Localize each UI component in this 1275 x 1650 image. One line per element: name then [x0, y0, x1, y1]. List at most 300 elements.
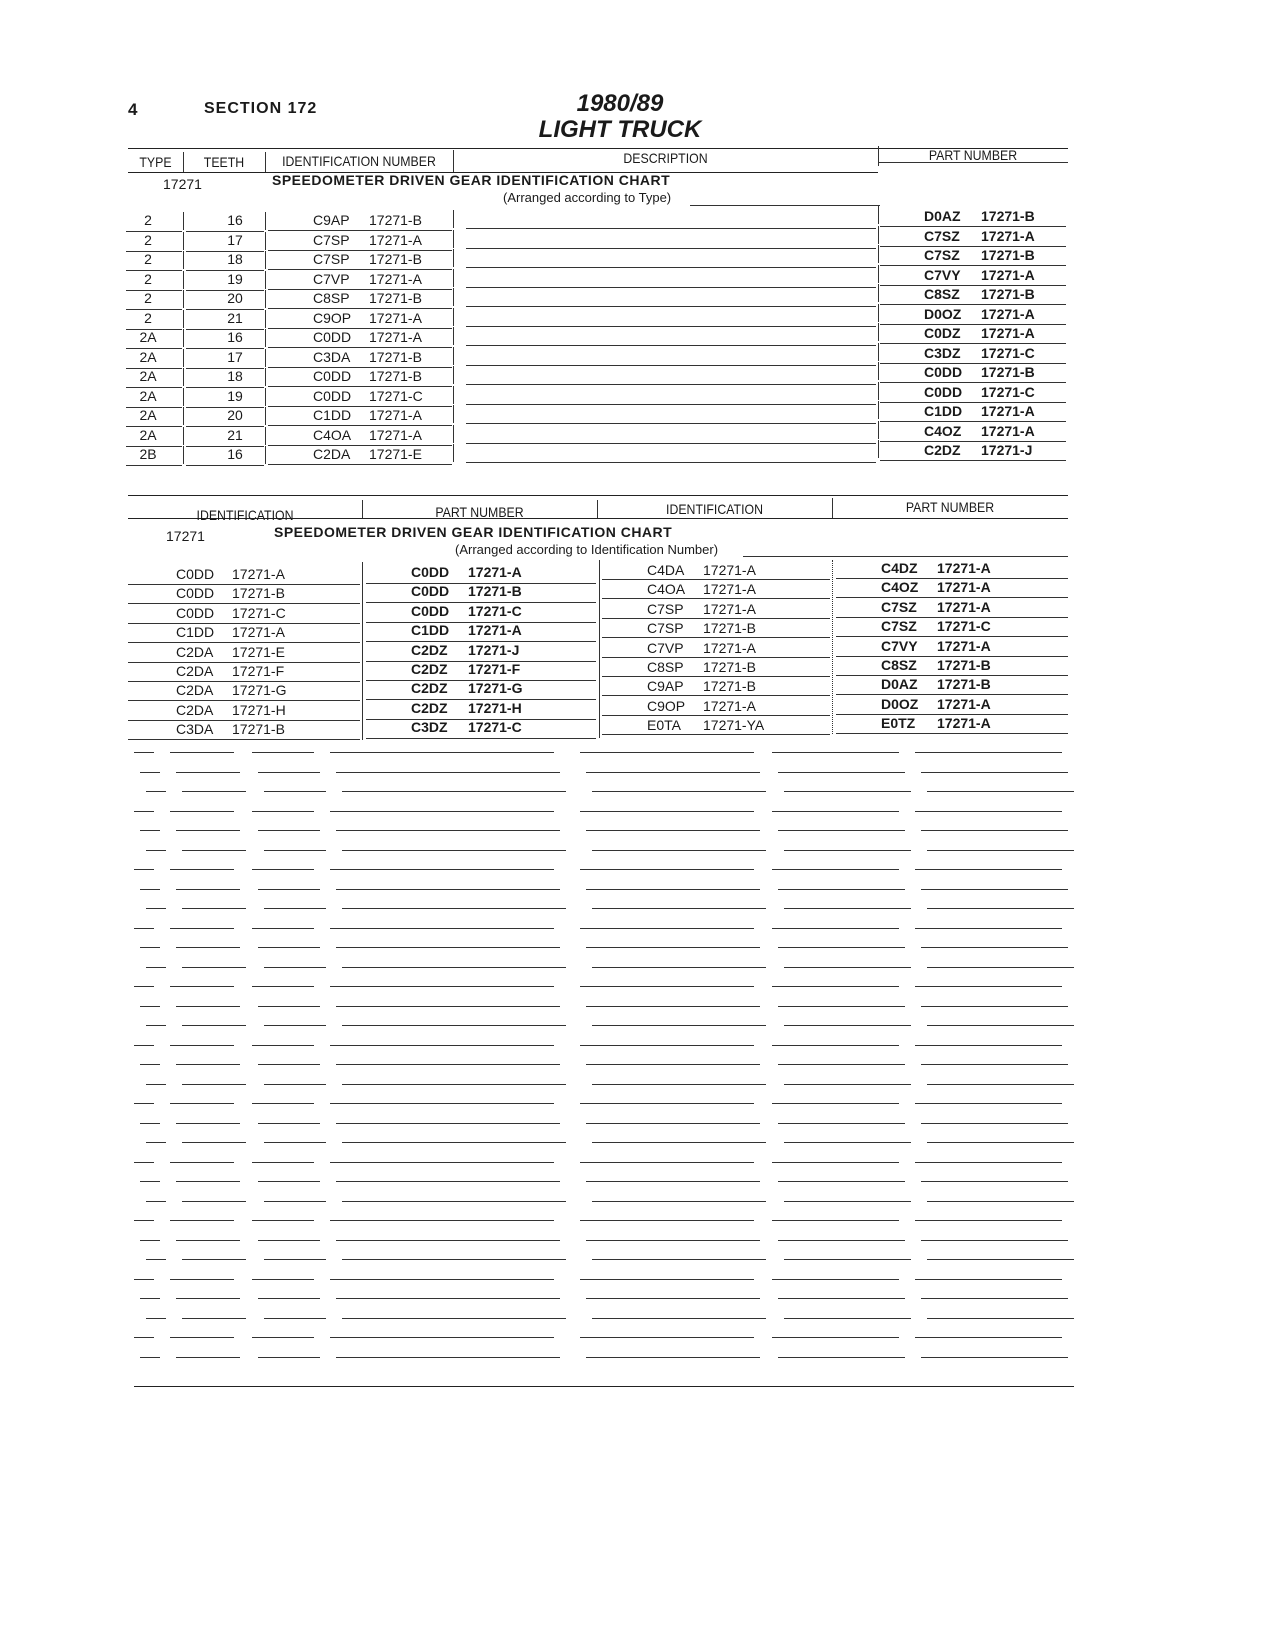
part-prefix-cell: C0DD [924, 383, 963, 400]
row-rule [268, 230, 452, 231]
blank-rule-segment [134, 1279, 154, 1280]
blank-rule-segment [182, 1259, 246, 1260]
row-rule [602, 657, 830, 658]
teeth-cell: 19 [227, 270, 243, 287]
blank-rule-segment [140, 1064, 160, 1065]
blank-rule-segment [182, 1201, 246, 1202]
blank-rule-segment [592, 1025, 766, 1026]
id-suffix-cell: 17271-B [369, 348, 422, 365]
row-rule [268, 347, 452, 348]
blank-rule-segment [580, 1337, 754, 1338]
id-prefix-cell: C0DD [313, 387, 352, 404]
row-divider [183, 388, 184, 406]
blank-rule-segment [778, 889, 905, 890]
blank-rule-segment [586, 1064, 760, 1065]
part-suffix-cell: 17271-C [468, 602, 522, 619]
row-rule [466, 248, 876, 249]
blank-rule-segment [772, 1220, 899, 1221]
blank-rule-segment [336, 947, 560, 948]
blank-rule-segment [778, 772, 905, 773]
row-rule [126, 465, 182, 466]
blank-rule-segment [784, 850, 911, 851]
blank-rule-segment [921, 1064, 1068, 1065]
id-suffix-cell: 17271-H [232, 701, 286, 718]
blank-rule-segment [170, 869, 234, 870]
blank-rule-segment [580, 1162, 754, 1163]
id-prefix-cell: C9OP [647, 697, 686, 714]
blank-rule-segment [927, 1084, 1074, 1085]
id-suffix-cell: 17271-F [232, 663, 285, 679]
row-divider [878, 440, 879, 458]
part-prefix-cell: C2DZ [924, 442, 961, 458]
blank-rule-segment [252, 1103, 314, 1104]
blank-rule-segment [342, 1201, 566, 1202]
id-suffix-cell: 17271-A [369, 426, 422, 443]
table2-hdr-divider [832, 498, 833, 518]
blank-rule-segment [586, 1240, 760, 1241]
blank-rule-segment [580, 928, 754, 929]
col-header-type: TYPE [139, 154, 172, 170]
blank-rule-segment [176, 947, 240, 948]
type-cell: 2A [139, 407, 157, 423]
part-prefix-cell: C3DZ [411, 719, 448, 736]
blank-rule-segment [182, 908, 246, 909]
blank-rule-segment [134, 1103, 154, 1104]
blank-rule-segment [330, 1045, 554, 1046]
col-header-teeth: TEETH [203, 154, 245, 170]
blank-rule-segment [176, 1123, 240, 1124]
blank-rule-segment [182, 1084, 246, 1085]
part-suffix-cell: 17271-B [468, 583, 522, 600]
row-rule [466, 423, 876, 424]
row-divider [878, 343, 879, 361]
id-prefix-cell: E0TA [647, 717, 681, 734]
blank-rule-segment [336, 1123, 560, 1124]
row-rule [268, 464, 452, 465]
blank-rule-segment [252, 1279, 314, 1280]
blank-rule-segment [176, 1357, 240, 1358]
id-prefix-cell: C1DD [176, 624, 215, 641]
row-rule [880, 460, 1066, 461]
row-rule [880, 382, 1066, 383]
row-rule [466, 462, 876, 463]
blank-rule-segment [580, 811, 754, 812]
row-rule [268, 445, 452, 446]
part-prefix-cell: C3DZ [924, 344, 961, 361]
row-rule [466, 306, 876, 307]
blank-rule-segment [921, 830, 1068, 831]
blank-rule-segment [264, 1084, 326, 1085]
row-divider [265, 251, 266, 269]
blank-rule-segment [134, 928, 154, 929]
part-prefix-cell: D0AZ [881, 676, 918, 693]
row-divider [183, 329, 184, 347]
col-header-part-number-2: PART NUMBER [905, 499, 995, 515]
teeth-cell: 20 [227, 407, 243, 423]
blank-rule-segment [258, 830, 320, 831]
part-suffix-cell: 17271-C [468, 719, 522, 736]
table2-col-divider [599, 560, 600, 738]
blank-rule-segment [927, 1025, 1074, 1026]
row-rule [466, 267, 876, 268]
row-divider [183, 446, 184, 464]
blank-rule-segment [772, 1162, 899, 1163]
blank-rule-segment [342, 1318, 566, 1319]
blank-rule-segment [258, 1357, 320, 1358]
blank-rule-segment [252, 1162, 314, 1163]
blank-rule-segment [176, 1006, 240, 1007]
part-suffix-cell: 17271-A [981, 325, 1035, 341]
teeth-cell: 20 [227, 290, 243, 306]
part-suffix-cell: 17271-A [937, 598, 991, 615]
blank-rule-segment [927, 791, 1074, 792]
id-prefix-cell: C2DA [176, 701, 214, 718]
row-divider [265, 388, 266, 406]
part-prefix-cell: D0AZ [924, 208, 961, 224]
table2-top-rule [128, 495, 1068, 496]
id-prefix-cell: C2DA [176, 682, 214, 699]
row-rule [268, 328, 452, 329]
col-header-identification-number: IDENTIFICATION NUMBER [282, 153, 436, 169]
id-prefix-cell: C0DD [313, 368, 352, 384]
blank-rule-segment [170, 1220, 234, 1221]
blank-rule-segment [264, 1318, 326, 1319]
blank-rule-segment [182, 1318, 246, 1319]
part-suffix-cell: 17271-J [981, 442, 1033, 458]
row-divider [878, 362, 879, 380]
blank-rule-segment [336, 889, 560, 890]
blank-rule-segment [342, 1259, 566, 1260]
part-suffix-cell: 17271-B [981, 208, 1035, 224]
blank-rule-segment [134, 869, 154, 870]
row-divider [878, 421, 879, 439]
row-rule [880, 285, 1066, 286]
blank-rule-segment [927, 1201, 1074, 1202]
type-cell: 2A [139, 426, 157, 443]
blank-rule-segment [772, 1337, 899, 1338]
blank-rule-segment [342, 1084, 566, 1085]
blank-rule-segment [258, 947, 320, 948]
table1-arrangement-note: (Arranged according to Type) [503, 190, 672, 205]
table2-col-divider [362, 562, 363, 740]
blank-rule-segment [134, 1337, 154, 1338]
part-suffix-cell: 17271-A [937, 560, 991, 576]
blank-rule-segment [778, 1006, 905, 1007]
blank-rule-segment [586, 1123, 760, 1124]
teeth-cell: 16 [227, 329, 243, 345]
blank-rule-segment [330, 869, 554, 870]
part-prefix-cell: C2DZ [411, 661, 448, 677]
part-suffix-cell: 17271-C [981, 383, 1035, 400]
part-prefix-cell: E0TZ [881, 715, 916, 732]
blank-rule-segment [778, 947, 905, 948]
row-rule [880, 363, 1066, 364]
blank-rule-segment [146, 850, 166, 851]
blank-rule-segment [330, 928, 554, 929]
blank-rule-segment [182, 1025, 246, 1026]
table1-hdr-divider [183, 152, 184, 172]
row-rule [836, 733, 1068, 734]
blank-rule-segment [134, 986, 154, 987]
table1-hdr-divider [453, 150, 454, 172]
part-suffix-cell: 17271-A [937, 715, 991, 732]
row-divider [265, 329, 266, 347]
row-divider [878, 265, 879, 283]
teeth-cell: 18 [227, 368, 243, 384]
row-rule [466, 365, 876, 366]
blank-rule-segment [330, 1103, 554, 1104]
part-suffix-cell: 17271-A [981, 422, 1035, 439]
id-suffix-cell: 17271-B [703, 678, 756, 695]
part-prefix-cell: C0DD [411, 564, 450, 580]
part-suffix-cell: 17271-A [981, 403, 1035, 419]
blank-rule-segment [264, 908, 326, 909]
teeth-cell: 21 [227, 426, 243, 443]
part-prefix-cell: C7SZ [881, 618, 917, 635]
table2-chart-title: SPEEDOMETER DRIVEN GEAR IDENTIFICATION CHART [274, 524, 673, 540]
row-rule [466, 384, 876, 385]
id-prefix-cell: C4OA [313, 426, 352, 443]
blank-rule-segment [252, 869, 314, 870]
row-divider [265, 407, 266, 425]
blank-rule-segment [252, 986, 314, 987]
part-suffix-cell: 17271-A [468, 622, 522, 639]
blank-rule-segment [778, 1181, 905, 1182]
blank-rule-segment [176, 889, 240, 890]
blank-rule-segment [146, 1318, 166, 1319]
row-divider [453, 444, 454, 462]
row-divider [183, 427, 184, 445]
type-cell: 2 [144, 309, 152, 326]
col-header-identification-2: IDENTIFICATION [666, 501, 763, 517]
id-suffix-cell: 17271-C [232, 604, 286, 621]
row-rule [268, 425, 452, 426]
id-suffix-cell: 17271-B [703, 620, 756, 637]
part-suffix-cell: 17271-A [468, 564, 522, 580]
row-divider [453, 230, 454, 248]
part-suffix-cell: 17271-F [468, 661, 521, 677]
blank-rule-segment [586, 1357, 760, 1358]
row-divider [453, 308, 454, 326]
blank-rule-segment [252, 1337, 314, 1338]
row-rule [268, 406, 452, 407]
row-divider [265, 232, 266, 250]
blank-rule-segment [134, 752, 154, 753]
blank-rule-segment [170, 1162, 234, 1163]
teeth-cell: 17 [227, 231, 243, 248]
row-rule [880, 246, 1066, 247]
blank-rule-segment [784, 908, 911, 909]
table2-base-number: 17271 [166, 528, 205, 544]
blank-rule-segment [264, 850, 326, 851]
blank-rule-segment [921, 1123, 1068, 1124]
id-suffix-cell: 17271-B [369, 368, 422, 384]
blank-rule-segment [586, 1298, 760, 1299]
blank-rule-segment [342, 967, 566, 968]
blank-rule-segment [140, 772, 160, 773]
row-divider [453, 386, 454, 404]
blank-rule-segment [921, 1181, 1068, 1182]
id-prefix-cell: C2DA [313, 446, 351, 462]
id-suffix-cell: 17271-G [232, 682, 287, 699]
row-rule [268, 289, 452, 290]
blank-rule-segment [134, 1162, 154, 1163]
blank-rule-segment [330, 1162, 554, 1163]
id-suffix-cell: 17271-A [369, 270, 422, 287]
blank-rule-segment [915, 752, 1062, 753]
id-prefix-cell: C3DA [313, 348, 351, 365]
blank-rule-segment [921, 772, 1068, 773]
blank-rule-segment [140, 1123, 160, 1124]
id-prefix-cell: C7SP [313, 231, 350, 248]
blank-rule-segment [784, 1084, 911, 1085]
row-rule [602, 579, 830, 580]
row-rule [466, 326, 876, 327]
blank-rule-segment [784, 1201, 911, 1202]
row-divider [183, 232, 184, 250]
id-prefix-cell: C8SP [313, 290, 350, 306]
table2-col-divider [832, 560, 833, 734]
page-title-years: 1980/89 [576, 90, 664, 117]
blank-rule-segment [336, 772, 560, 773]
row-divider [453, 366, 454, 384]
part-prefix-cell: C2DZ [411, 641, 448, 658]
blank-rule-segment [592, 967, 766, 968]
blank-rule-segment [258, 1298, 320, 1299]
part-prefix-cell: C7VY [924, 266, 961, 283]
part-suffix-cell: 17271-A [981, 227, 1035, 244]
part-suffix-cell: 17271-A [937, 695, 991, 712]
col-header-part-number: PART NUMBER [928, 147, 1018, 163]
blank-rule-segment [176, 830, 240, 831]
table2-arrangement-note: (Arranged according to Identification Number) [455, 542, 719, 557]
blank-rule-segment [586, 947, 760, 948]
blank-rule-segment [146, 1142, 166, 1143]
part-suffix-cell: 17271-A [981, 305, 1035, 322]
blank-rule-segment [264, 791, 326, 792]
blank-rule-segment [170, 986, 234, 987]
id-prefix-cell: C0DD [176, 604, 215, 621]
blank-rule-segment [921, 1298, 1068, 1299]
table2-hdr-divider [362, 500, 363, 518]
row-divider [265, 368, 266, 386]
blank-rule-segment [336, 1240, 560, 1241]
blank-rule-segment [330, 1337, 554, 1338]
blank-rule-segment [784, 1259, 911, 1260]
row-rule [366, 738, 596, 739]
table1-hdr-divider [265, 152, 266, 172]
blank-rule-segment [134, 1220, 154, 1221]
row-divider [183, 271, 184, 289]
blank-rule-segment [921, 1357, 1068, 1358]
id-prefix-cell: C0DD [313, 329, 352, 345]
row-rule [466, 228, 876, 229]
row-divider [453, 210, 454, 228]
row-rule [466, 443, 876, 444]
blank-rule-segment [336, 1181, 560, 1182]
part-prefix-cell: D0OZ [881, 695, 919, 712]
blank-rule-segment [784, 1142, 911, 1143]
row-rule [466, 287, 876, 288]
row-rule [880, 421, 1066, 422]
row-rule [602, 695, 830, 696]
blank-rule-segment [140, 947, 160, 948]
table1-hdr-divider [878, 146, 879, 166]
part-prefix-cell: C7VY [881, 637, 918, 654]
blank-rule-segment [586, 772, 760, 773]
blank-rule-segment [170, 1279, 234, 1280]
id-suffix-cell: 17271-B [232, 721, 285, 738]
blank-rule-segment [927, 1142, 1074, 1143]
blank-rule-segment [264, 1201, 326, 1202]
row-rule [602, 676, 830, 677]
blank-rule-segment [580, 869, 754, 870]
table1-chart-title: SPEEDOMETER DRIVEN GEAR IDENTIFICATION CHART [272, 172, 671, 188]
row-rule [880, 402, 1066, 403]
blank-rule-segment [592, 1318, 766, 1319]
part-prefix-cell: C7SZ [924, 247, 960, 263]
id-prefix-cell: C0DD [176, 585, 215, 602]
blank-rule-segment [927, 850, 1074, 851]
blank-rule-segment [140, 1240, 160, 1241]
id-suffix-cell: 17271-A [369, 309, 422, 326]
blank-rule-segment [258, 1181, 320, 1182]
blank-rule-segment [252, 752, 314, 753]
col-header-description: DESCRIPTION [623, 150, 708, 166]
blank-rule-segment [592, 908, 766, 909]
part-prefix-cell: C1DD [924, 403, 963, 419]
id-prefix-cell: C4OA [647, 581, 686, 598]
row-divider [878, 401, 879, 419]
id-suffix-cell: 17271-E [369, 446, 422, 462]
blank-rule-segment [176, 1064, 240, 1065]
blank-rule-segment [915, 986, 1062, 987]
part-suffix-cell: 17271-A [981, 266, 1035, 283]
id-prefix-cell: C7SP [647, 600, 684, 617]
row-rule [602, 618, 830, 619]
row-rule [602, 734, 830, 735]
blank-rule-segment [921, 947, 1068, 948]
blank-rule-segment [182, 967, 246, 968]
row-divider [265, 349, 266, 367]
blank-rule-segment [342, 791, 566, 792]
row-divider [183, 251, 184, 269]
part-prefix-cell: C7SZ [924, 227, 960, 244]
table1-base-number: 17271 [163, 176, 202, 192]
row-rule [268, 269, 452, 270]
row-divider [265, 290, 266, 308]
part-prefix-cell: C2DZ [411, 699, 448, 716]
blank-rule-segment [915, 928, 1062, 929]
blank-rule-segment [592, 1084, 766, 1085]
part-suffix-cell: 17271-G [468, 680, 523, 697]
row-divider [453, 269, 454, 287]
row-divider [453, 288, 454, 306]
id-prefix-cell: C3DA [176, 721, 214, 738]
col-header-part-number-1: PART NUMBER [435, 504, 524, 520]
row-rule [268, 386, 452, 387]
blank-rule-segment [342, 850, 566, 851]
id-suffix-cell: 17271-B [703, 659, 756, 675]
id-suffix-cell: 17271-C [369, 387, 423, 404]
blank-rule-segment [258, 772, 320, 773]
blank-rule-segment [342, 1142, 566, 1143]
blank-rule-segment [182, 850, 246, 851]
part-prefix-cell: D0OZ [924, 305, 962, 322]
row-divider [265, 310, 266, 328]
id-prefix-cell: C7VP [647, 639, 684, 656]
row-divider [878, 382, 879, 400]
